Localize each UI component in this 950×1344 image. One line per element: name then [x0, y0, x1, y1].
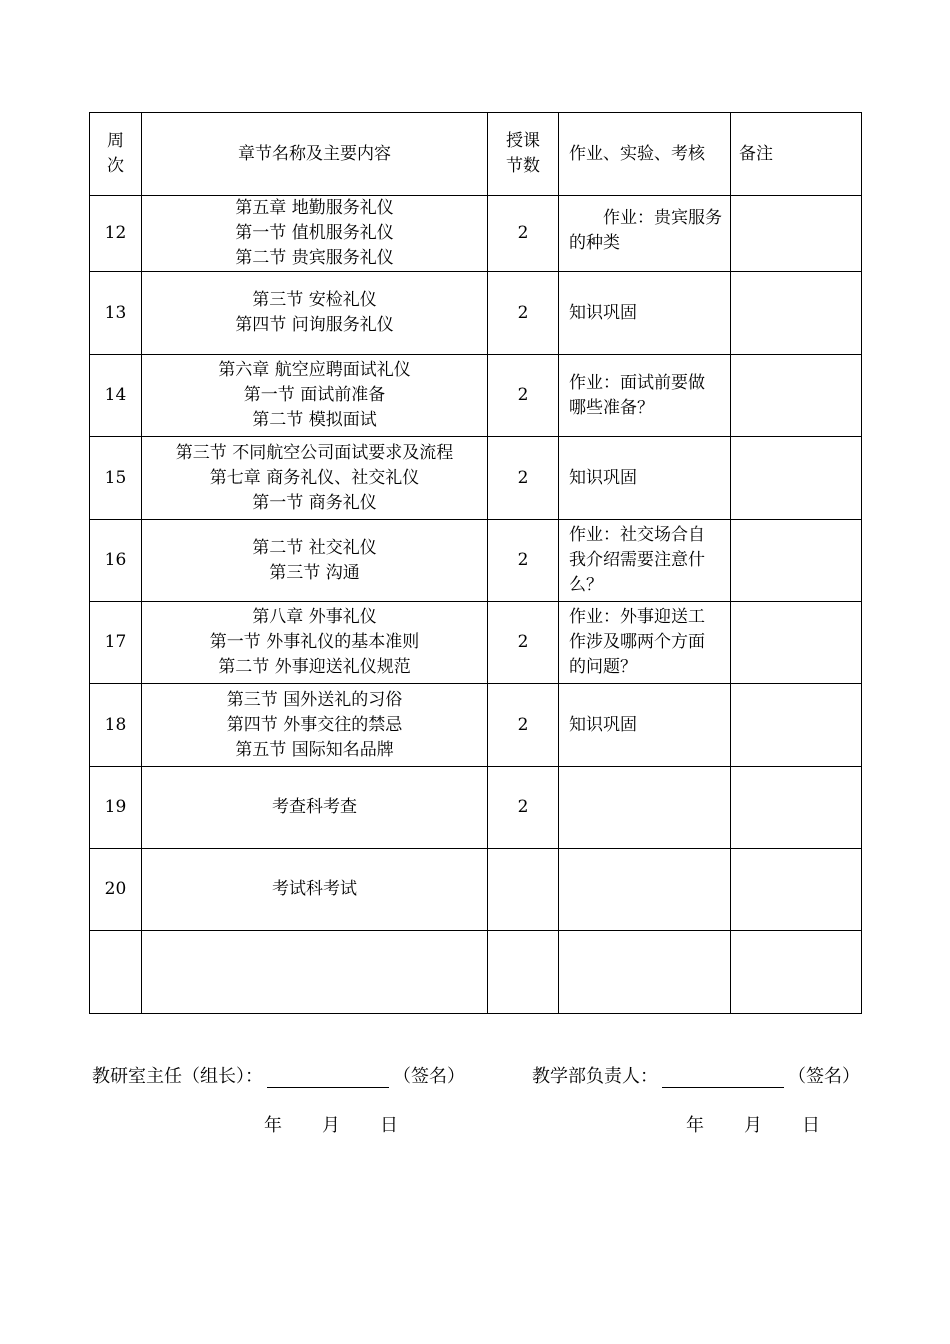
task-cell — [559, 437, 731, 520]
task-cell — [559, 767, 731, 849]
table-row — [90, 602, 862, 684]
task-cell — [559, 196, 731, 272]
table-header-row — [90, 113, 862, 196]
task-line: 知识巩固 — [569, 714, 637, 735]
week-cell: 20 — [90, 849, 142, 931]
content-cell — [142, 437, 488, 520]
hours-cell: 2 — [488, 437, 559, 520]
task-cell — [559, 355, 731, 437]
note-cell — [731, 355, 862, 437]
task-line: 么？ — [569, 575, 603, 595]
content-line: 第八章 外事礼仪 — [252, 607, 377, 627]
note-cell — [731, 849, 862, 931]
note-cell — [731, 520, 862, 602]
header-note: 备注 — [731, 113, 862, 196]
content-line: 考查科考查 — [272, 797, 357, 817]
content-line: 第五章 地勤服务礼仪 — [235, 198, 394, 218]
left-day: 日 — [380, 1115, 398, 1136]
table-row — [90, 684, 862, 767]
hours-cell: 2 — [488, 272, 559, 355]
week-cell: 16 — [90, 520, 142, 602]
right-day: 日 — [802, 1115, 820, 1136]
content-cell — [142, 272, 488, 355]
content-cell — [142, 196, 488, 272]
content-line: 第七章 商务礼仪、社交礼仪 — [209, 467, 420, 488]
task-line: 作业：社交场合自 — [569, 525, 705, 545]
content-line: 第四节 外事交往的禁忌 — [226, 714, 403, 735]
table-row — [90, 931, 862, 1014]
table-row — [90, 196, 862, 272]
content-cell — [142, 684, 488, 767]
task-line: 作业：外事迎送工 — [569, 607, 705, 627]
footer-right-signature — [532, 1062, 860, 1088]
task-line: 知识巩固 — [569, 302, 637, 323]
teaching-schedule-table — [89, 112, 862, 1014]
task-line: 我介绍需要注意什 — [569, 550, 705, 570]
left-month: 月 — [322, 1115, 340, 1136]
content-line: 考试科考试 — [272, 879, 357, 899]
hours-cell — [488, 931, 559, 1014]
task-line: 的种类 — [569, 233, 620, 253]
director-sign-note: （签名） — [393, 1066, 465, 1087]
task-line: 知识巩固 — [569, 467, 637, 488]
hours-cell — [488, 849, 559, 931]
hours-cell: 2 — [488, 767, 559, 849]
director-label: 教研室主任（组长）： — [92, 1066, 263, 1087]
content-line: 第三节 国外送礼的习俗 — [226, 689, 403, 710]
header-content: 章节名称及主要内容 — [142, 113, 488, 196]
content-cell — [142, 849, 488, 931]
table-row — [90, 272, 862, 355]
week-cell — [90, 931, 142, 1014]
note-cell — [731, 272, 862, 355]
dept-head-label: 教学部负责人： — [532, 1066, 658, 1087]
hours-cell: 2 — [488, 684, 559, 767]
content-line: 第一节 值机服务礼仪 — [235, 223, 394, 243]
hours-cell: 2 — [488, 196, 559, 272]
week-cell: 14 — [90, 355, 142, 437]
content-line: 第三节 不同航空公司面试要求及流程 — [175, 442, 454, 463]
dept-head-signature-line[interactable] — [662, 1069, 784, 1088]
header-week-line: 次 — [107, 156, 124, 176]
task-cell — [559, 684, 731, 767]
left-year: 年 — [264, 1115, 282, 1136]
week-cell: 17 — [90, 602, 142, 684]
week-cell: 18 — [90, 684, 142, 767]
task-line: 作涉及哪两个方面 — [569, 632, 705, 652]
right-year: 年 — [686, 1115, 704, 1136]
content-line: 第三节 沟通 — [269, 562, 360, 583]
header-hours — [488, 113, 559, 196]
task-line: 作业：面试前要做 — [569, 372, 705, 393]
content-cell — [142, 767, 488, 849]
task-line: 作业：贵宾服务 — [603, 208, 722, 228]
task-cell — [559, 602, 731, 684]
content-cell — [142, 355, 488, 437]
note-cell — [731, 602, 862, 684]
table-row — [90, 437, 862, 520]
hours-cell: 2 — [488, 355, 559, 437]
content-line: 第二节 模拟面试 — [252, 410, 377, 430]
footer-left-signature — [92, 1062, 465, 1088]
header-week — [90, 113, 142, 196]
footer-right-date — [686, 1111, 820, 1137]
note-cell — [731, 931, 862, 1014]
content-line: 第一节 商务礼仪 — [252, 492, 377, 513]
dept-head-sign-note: （签名） — [788, 1066, 860, 1087]
content-line: 第二节 外事迎送礼仪规范 — [218, 657, 411, 677]
content-line: 第五节 国际知名品牌 — [235, 739, 394, 760]
week-cell: 15 — [90, 437, 142, 520]
content-line: 第三节 安检礼仪 — [252, 290, 377, 310]
content-cell — [142, 602, 488, 684]
table-row — [90, 355, 862, 437]
week-cell: 13 — [90, 272, 142, 355]
content-cell — [142, 520, 488, 602]
header-task: 作业、实验、考核 — [559, 113, 731, 196]
task-line: 哪些准备？ — [569, 397, 654, 418]
week-cell: 19 — [90, 767, 142, 849]
note-cell — [731, 196, 862, 272]
hours-cell: 2 — [488, 602, 559, 684]
right-month: 月 — [744, 1115, 762, 1136]
content-line: 第一节 面试前准备 — [243, 385, 386, 405]
note-cell — [731, 767, 862, 849]
content-line: 第四节 问询服务礼仪 — [235, 315, 394, 335]
content-cell — [142, 931, 488, 1014]
task-cell — [559, 931, 731, 1014]
task-cell — [559, 849, 731, 931]
note-cell — [731, 684, 862, 767]
week-cell: 12 — [90, 196, 142, 272]
content-line: 第二节 社交礼仪 — [252, 537, 377, 558]
content-line: 第二节 贵宾服务礼仪 — [235, 248, 394, 268]
header-hours-line: 节数 — [506, 156, 540, 176]
hours-cell: 2 — [488, 520, 559, 602]
content-line: 第六章 航空应聘面试礼仪 — [218, 360, 411, 380]
task-cell — [559, 520, 731, 602]
footer-left-date — [264, 1111, 398, 1137]
task-line: 的问题？ — [569, 657, 637, 677]
table-row — [90, 767, 862, 849]
table-row — [90, 520, 862, 602]
table-row — [90, 849, 862, 931]
content-line: 第一节 外事礼仪的基本准则 — [209, 632, 420, 652]
header-week-line: 周 — [107, 131, 124, 151]
director-signature-line[interactable] — [267, 1069, 389, 1088]
task-cell — [559, 272, 731, 355]
header-hours-line: 授课 — [506, 131, 540, 151]
note-cell — [731, 437, 862, 520]
